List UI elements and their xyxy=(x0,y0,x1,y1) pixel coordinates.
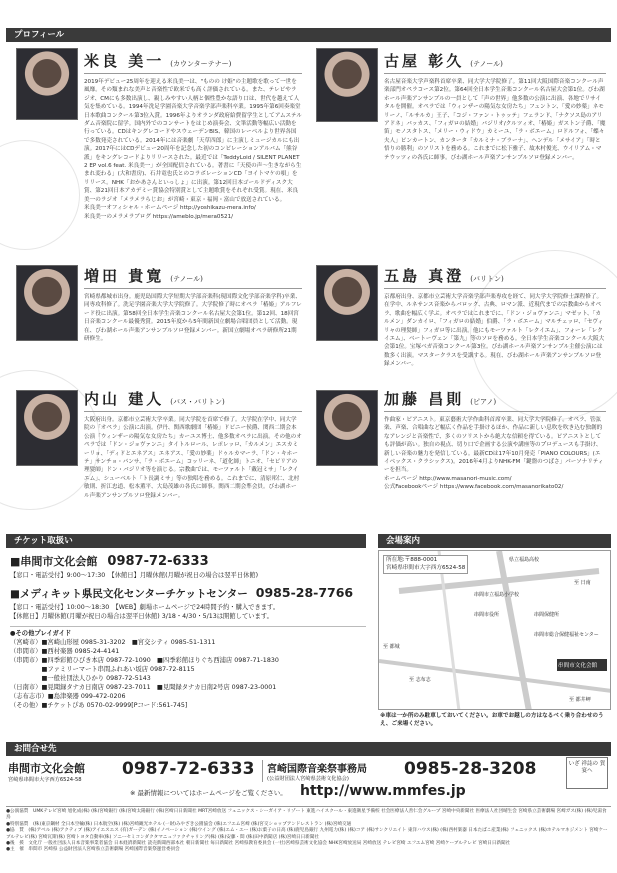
inquiry-phone2[interactable]: 0985-28-3208 xyxy=(404,759,537,779)
venue-header: 会場案内 xyxy=(378,534,611,548)
performer-photo xyxy=(316,390,378,466)
inquiry-note: ※ 最新情報についてはホームページをご覧ください。 xyxy=(130,789,287,797)
guide-row: （串間市）■四季彩館ひびき本店 0987-72-1090 ■四季彩館ほりぐち西浦店 0987-71-1830 xyxy=(10,657,279,664)
map-label: 至 都井岬 xyxy=(569,697,591,703)
inquiry-venue2: 宮崎国際音楽祭事務局 (公益財団法人宮崎県芸術文化協会) xyxy=(262,760,402,782)
map-label: 串間市役所 xyxy=(474,612,500,618)
bio-text: 2019年デビュー25周年を迎える米良美一は、"ものの け姫"の主題歌を歌って一世を風靡。その類まれな美声と音楽性で欧米でも高く評価されている。また、テレビやラジオ、CMにも多数出演し、親しみやすい人柄と個性豊かな語り口は、世代を越えて人気を集めている。1994年洗足学園音楽大学音楽学部声楽科卒業。1995年第6回奏楽堂日本歌曲コンクール第3位入賞。1996年よりオランダ政府給費留学生としてアムステルダム音楽院に留学。国内外でのコンサートをはじめ演奏会、文筆活動等幅広い活動を行っている。CDはキングレコードやスウェーデンBIS、韓国のレーベルより世界各国で多数発売されている。2014年には音楽劇「天草四郎」に主演しミュージカルにも出演。2017年にはCDデビュー20周年を記念した初のコンピレーションアルバム「熊谷派」をキングレコードよりリリースされた。最近では「TeddyLoid / SILENT PLANET 2 EP vol.6 feat. 米良美一」が全国配信されている。著書に「天使の声～生きながら生まれ変わる」(大和書房)、石井竜也氏とのコラボレーションCD「ヨイトマケの唄」をリリース。NHK「おかあさんといっしょ」に出演。第12回日本ゴールドディスク大賞、第21回日本アカデミー賞協会特別賞として主題歌賞をそれぞれ受賞。現在、米良美一のラジオ「メラメラらじお」が宮崎・東京・福岡・富山で放送されている。 xyxy=(84,79,302,203)
map-label: 串間保健所 xyxy=(534,612,560,618)
medikit-hours: 【窓口・電話受付】10:00〜18:30 【WEB】劇場ホームページで24時間予約・購入できます。 xyxy=(10,604,280,611)
map-label: 至 都城 xyxy=(383,644,400,650)
map-label: 串間市総合保健福祉センター xyxy=(534,632,599,638)
venue-note: ※車は一か所のみ駐車しておいてください。お車でお越しの方はなるべく乗り合わせのうえ、ご来場ください。 xyxy=(380,713,604,727)
medikit-closed: 【休館日】月曜休館(月曜が祝日の場合は翌平日休館) 3/18・4/30・5/13は開館しています。 xyxy=(10,613,273,620)
festival-url[interactable]: http://www.mmfes.jp xyxy=(300,783,466,799)
profile-header: プロフィール xyxy=(6,28,611,42)
medikit-phone[interactable]: 0985-28-7766 xyxy=(255,585,354,600)
guide-row: （日南市）■見聞録タナカ日南店 0987-23-7011 ■見聞録タナカ日南2号店 0987-23-0001 xyxy=(10,684,277,691)
bio-link[interactable]: 公式Facebookページ https://www.facebook.com/masanorikato02/ xyxy=(384,484,564,491)
bio-link[interactable]: ホームページ http://www.masanori-music.com/ xyxy=(384,475,512,482)
bio-text: 宮崎県都城市出身。鹿児島国際大学短期大学部音楽科(現国際文化学部音楽学科)卒業、同専攻科修了。洗足学園音楽大学大学院修了。大学院修了時にオペラ「椿姫」アルフレード役に出演。第58回全日本学生音楽コンクール名古屋大会第1位。第12回、18回宮日音楽コンクール最優秀賞。2015年度から5年間新国立劇場合唱団員として活動。現在、びわ湖ホール声楽アンサンブルソロ登録メンバー。新国立劇場オペラ研修所21期研修生。 xyxy=(84,294,302,343)
performer-name: 古屋 彰久 (テノール) xyxy=(384,50,606,74)
bio-text: 京都府出身、京都市立芸術大学音楽学部声楽専攻を経て、同大学大学院修士課程修了。在学中、ルネサンス音楽からバロック、古典、ロマン派、近現代までの宗教曲からオペラ、歌曲を幅広く学ぶ。オペラではこれまでに、「ドン・ジョヴァンニ」マゼット、「カルメン」ダンカイロ、「フィガロの結婚」伯爵、「ラ・ボエーム」マルチェッロ、「セヴィリャの理髪師」フィガロ等に出演。他にもモーツァルト「レクイエム」、フォーレ「レクイエム」、ベートーヴェン「第九」等のソロを務める。全日本学生音楽コンクール大阪大会第1位。宝塚ベガ音楽コンクール第3位。びわ湖ホール声楽アンサンブル主催公演には数多く出演。マスタークラスを受講する。現在、びわ湖ホール声楽アンサンブルソロ登録メンバー。 xyxy=(384,294,605,368)
inquiry-venue1: 串間市文化会館 宮崎県串間市大字西方6524-58 xyxy=(8,762,85,783)
cultural-hall-hours: 【窓口・電話受付】9:00〜17:30 【休館日】月曜休館(月曜が祝日の場合は翌平日休館) xyxy=(10,572,259,579)
bio-block xyxy=(384,265,606,369)
bio-block xyxy=(84,50,302,221)
performer-photo xyxy=(16,390,78,466)
guide-row: （その他）■チケットぴあ 0570-02-9999[Pコード:561-745] xyxy=(10,702,188,709)
medikit-label: ■メディキット県民文化センターチケットセンター xyxy=(10,588,248,600)
map-road xyxy=(499,551,529,710)
bio-text: 作曲家・ピアニスト。東京藝術大学作曲科首席卒業、同大学大学院修了。オペラ、管弦楽、声楽、合唱曲など幅広く作品を手掛けるほか、作品に新しい息吹を吹き込む独創的なアレンジと音楽性で、多くのソリストから絶大な信頼を得ている。ピアニストとしても評価が高い。独自の視点、切り口で企画する公演や講座等のプロデュースも手掛け、新しい音楽の魅力を発信している。最新CDは17年10月発売「PIANO COLOURS」(エイベックス・クラシックス)。2016年4月よりNHK-FM「鍵盤のつばさ」パーソナリティーを担当。 xyxy=(384,417,604,474)
map-label: 県立福島高校 xyxy=(509,557,540,563)
guide-row: ■一般社団法人ひかり 0987-72-5143 xyxy=(10,675,151,682)
map-road xyxy=(399,571,599,591)
performer-photo xyxy=(316,48,378,122)
map-rail xyxy=(439,551,459,710)
performer-name: 加藤 昌則 (ピアノ) xyxy=(384,388,606,412)
guide-row: （串間市）■西村楽器 0985-24-4141 xyxy=(10,648,120,655)
guide-row: ■ファミリーマート串間ふれあい坂店 0987-72-8115 xyxy=(10,666,195,673)
performer-name: 五島 真澄 (バリトン) xyxy=(384,265,606,289)
swirl-decoration xyxy=(0,140,80,250)
venue-address: 所在地:〒888-0001 宮崎県串間市大字西方6524-58 xyxy=(383,555,468,574)
map-label: 至 日南 xyxy=(574,580,591,586)
venue-map xyxy=(378,550,611,710)
sponsor-footer xyxy=(6,806,611,854)
bio-block xyxy=(384,50,606,162)
sponsor-row: ●公演協賛 UMKテレビ宮崎 旭化成(株) (株)宮崎銀行 (株)宮崎太陽銀行 (株)宮崎日日新聞社 MRT宮崎放送 フェニックス・シーガイア・リゾート 東進ハイスクール・東進衛星予備校 社会医療法人善仁会グループ 宮崎中央新聞社 医療法人社団晴生会 宮崎県立芸術劇場 宮崎ガス(株) (株)児湯食鳥 xyxy=(6,809,607,821)
guide-header: ●その他プレイガイド xyxy=(10,626,366,638)
cultural-hall-label: ■串間市文化会館 xyxy=(10,555,98,568)
festival-logo: いざ 祥誌の 賀宴へ xyxy=(566,757,608,789)
performer-name: 内山 建人 (バス・バリトン) xyxy=(84,388,302,412)
venue-name-label: 串間市文化会館 xyxy=(558,663,598,669)
sponsor-row: ●特別協賛 (株)東京鋼材 全日本空輸(株) 日本航空(株) (株)宮崎観光ホテル (一財)みやざき公園協会 (株)エフエム宮崎 (株)宮交ショップアンドレストラン (株)宮崎交通 xyxy=(6,821,352,827)
inquiry-header: お問合せ先 xyxy=(6,742,611,756)
ticket-header: チケット取扱い xyxy=(6,534,366,548)
ticket-info xyxy=(10,553,366,710)
performer-photo xyxy=(16,265,78,341)
performer-name: 増田 貴寛 (テノール) xyxy=(84,265,302,289)
sponsor-row: ●協 賛 (株)アベル (株)アクティブ (株)アイエスエス (有)ガーデン (株)イノベーション (株)ウイング (株)エム・エー (株)お菓子の日高 (株)鹿児島銀行 九州電力(株) (株)コア (株)サンクリエイト 東洋ハウス(株) (株)西村楽器 日本たばこ産業(株) フェニックス (株)ホテルマネジメント 宮崎ケーブルテレビ(株) 宮崎瓦斯(株) 宮崎トヨタ自動車(株) ソニーセミコンダクタマニュファクチャリング(株) (株)安藤・間 (株)田中新聞店 (株)宮崎日日新聞社 xyxy=(6,828,608,840)
bio-link[interactable]: 米良美一オフィシャル・ホームページ http://yoshikazu-mera.info/ xyxy=(84,205,256,212)
map-label: 至 志布志 xyxy=(409,677,431,683)
bio-text: 大阪府出身。京都市立芸術大学卒業。同大学院を首席で修了。大学院在学中、同大学院の「オペラ」公演に出演。伊丹、関西歌劇団「椿姫」ドビニー侯爵、関西二期会本公演「ウィンザーの陽気な女房たち」カーユス博士、他多数オペラに出演。その他のオペラでは「ドン・ジョヴァンニ」タイトルロール、レポレッロ、「カルメン」エスカミーリョ、「ディドとエネアス」エネアス、「愛の妙薬」ドゥルカマーラ、「ドン・キホーテ」サンチョ・パンサ、「ラ・ボエーム」コッリーネ、「道化師」トニオ、「セビリアの理髪師」ドン・バジリオ等を演じる。宗教曲では、モーツァルト「戴冠ミサ」「レクイエム」、シューベルト「ト長調ミサ」等の独唱を務める。これまでに、清原邦仁、北村敏則、折江忠道、松本薫平、大島茂雄の各氏に師事。関西二期会準会員。びわ湖ホール声楽アンサンブルソロ登録メンバー。 xyxy=(84,417,302,499)
bio-block xyxy=(84,265,302,343)
sponsor-row: ●後 援 文化庁 一般社団法人日本音楽事業者協会 日本経済新聞社 読売新聞西部本社 朝日新聞社 毎日新聞社 宮崎県教育委員会 (一社)宮崎県芸術文化協会 NHK宮崎放送局 宮崎放送 テレビ宮崎 エフエム宮崎 宮崎ケーブルテレビ 宮崎日日新聞社 xyxy=(6,841,511,847)
guide-row: （志布志市）■島津楽器 099-472-0206 xyxy=(10,693,126,700)
cultural-hall-phone[interactable]: 0987-72-6333 xyxy=(107,554,209,569)
guide-row: （宮崎市）■宮崎山形屋 0985-31-3202 ■宮交シティ 0985-51-1311 xyxy=(10,639,216,646)
bio-block xyxy=(384,388,606,492)
map-label: 串間市立福島小学校 xyxy=(474,592,520,598)
bio-text: 名古屋音楽大学声楽科首席卒業、同大学大学院修了。第11回大阪国際音楽コンクール声楽部門オペラコース第2位。第64回全日本学生音楽コンクール名古屋大会第1位。びわ湖ホール声楽アンサンブルの一員として「声の世界」他多数の公演に出演、各地でリサイタルを開催。オペラでは「ウィンザーの陽気な女房たち」フェントン、「愛の妙薬」ネモリーノ、「ルサルカ」王子、「コジ・ファン・トゥッテ」フェランド、「ナクソス島のアリアドネ」バッカス、「フィガロの結婚」バジリオ/クルツィオ、「椿姫」ガストン子爵、「魔笛」モノスタトス、「メリー・ウィドウ」カミーユ、「ラ・ボエーム」ロドルフォ、「蝶々夫人」ピンカートン、カンタータ「カルミナ・ブラーナ」、ヘンデル「メサイア」「時と悟りの勝利」のソリストを務める。これまでに松下雅子、故木村俊光、ウイリアム・マテウッツィの各氏に師事。びわ湖ホール声楽アンサンブルソロ登録メンバー。 xyxy=(384,79,606,161)
performer-photo xyxy=(316,265,378,341)
bio-link[interactable]: 米良美一のメラメラブログ https://ameblo.jp/mera0521/ xyxy=(84,213,234,220)
performer-name: 米良 美一 (カウンターテナー) xyxy=(84,50,302,74)
performer-photo xyxy=(16,48,78,120)
sponsor-row: ●主 催 串間市 宮崎県 公益財団法人宮崎県立芸術劇場 宮崎国際音楽祭運営委員会 xyxy=(6,847,180,853)
bio-block xyxy=(84,388,302,500)
inquiry-phone1[interactable]: 0987-72-6333 xyxy=(122,759,255,779)
